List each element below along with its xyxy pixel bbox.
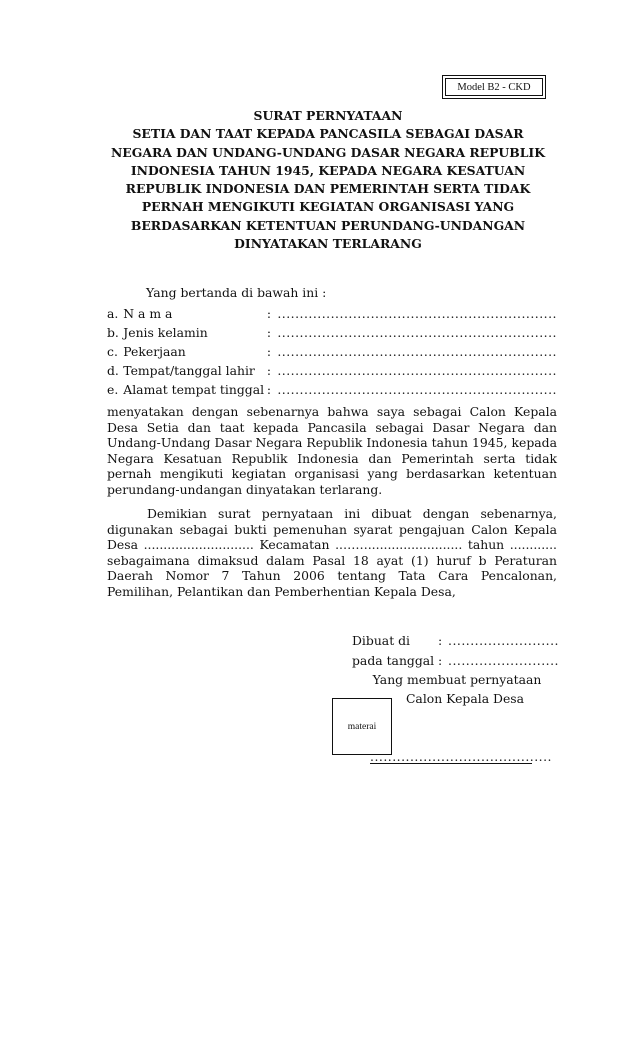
document-title-block [100,107,556,253]
model-label-box [442,75,546,99]
document-title: SURAT PERNYATAAN [253,108,403,123]
field-blank: ............................................................... [277,344,557,359]
field-colon: : [266,363,272,378]
field-colon: : [266,306,272,321]
field-colon: : [266,344,272,359]
sign-label: pada tanggal [352,652,435,668]
field-blank: ............................................................... [277,325,557,340]
field-label: N a m a [123,306,173,321]
field-colon: : [266,382,272,397]
field-letter: a. [107,306,119,321]
document-subtitle: SETIA DAN TAAT KEPADA PANCASILA SEBAGAI DASAR NEGARA DAN UNDANG-UNDANG DASAR NEGARA REPUBLIK INDONESIA TAHUN 1945, KEPADA NEGARA KESATUAN REPUBLIK INDONESIA DAN PEMERINTAH SERTA TIDAK PERNAH MENGIKUTI KEGIATAN ORGANISASI YANG BERDASARKAN KETENTUAN PERUNDANG-UNDANGAN DINYATAKAN TERLARANG [110,126,545,252]
sign-row-date [352,650,562,670]
field-row-birth [107,361,557,380]
sign-blank: ......................... [448,632,559,648]
field-label: Jenis kelamin [123,325,208,340]
field-colon: : [266,325,272,340]
field-letter: b. [107,325,119,340]
sign-colon: : [438,632,443,648]
signer-title-line: Calon Kepala Desa [405,691,525,706]
sign-colon: : [438,652,443,668]
field-letter: d. [107,363,119,378]
field-letter: c. [107,344,118,359]
field-label: Pekerjaan [123,344,186,359]
field-row-occupation [107,342,557,361]
statement-paragraph: menyatakan dengan sebenarnya bahwa saya sebagai Calon Kepala Desa Setia dan taat kepada Pancasila sebagai Dasar Negara dan Undang-Undang Dasar Negara Republik Indonesia tahun 1945, kepada Negara Kesatuan Republik Indonesia dan Pemerintah serta tidak pernah mengikuti kegiatan organisasi yang berdasarkan ketentuan perundang-undangan dinyatakan terlarang. [107,404,557,497]
signature-line: ......................................... [370,749,552,764]
field-blank: ............................................................... [277,382,557,397]
signer-role-line: Yang membuat pernyataan [372,672,542,687]
sign-row-place [352,630,562,650]
identity-fields [107,304,557,399]
materai-label: materai [347,721,377,732]
field-row-name [107,304,557,323]
model-label: Model B2 - CKD [457,81,531,93]
field-letter: e. [107,382,119,397]
sign-place-date [352,630,562,670]
field-blank: ............................................................... [277,306,557,321]
intro-text: Yang bertanda di bawah ini : [146,285,327,300]
field-label: Tempat/tanggal lahir [123,363,255,378]
sign-label: Dibuat di [352,632,411,648]
field-label: Alamat tempat tinggal [123,382,265,397]
field-row-gender [107,323,557,342]
closing-paragraph: Demikian surat pernyataan ini dibuat dengan sebenarnya, digunakan sebagai bukti pemenuhan syarat pengajuan Calon Kepala Desa ............................ Kecamatan ..……........................ tahun ............ sebagaimana dimaksud dalam Pasal 18 ayat (1) huruf b Peraturan Daerah Nomor 7 Tahun 2006 tentang Tata Cara Pencalonan, Pemilihan, Pelantikan dan Pemberhentian Kepala Desa, [107,506,557,599]
field-row-address [107,380,557,399]
sign-blank: ......................... [448,652,559,668]
field-blank: ............................................................... [277,363,557,378]
materai-stamp-box [332,698,392,755]
